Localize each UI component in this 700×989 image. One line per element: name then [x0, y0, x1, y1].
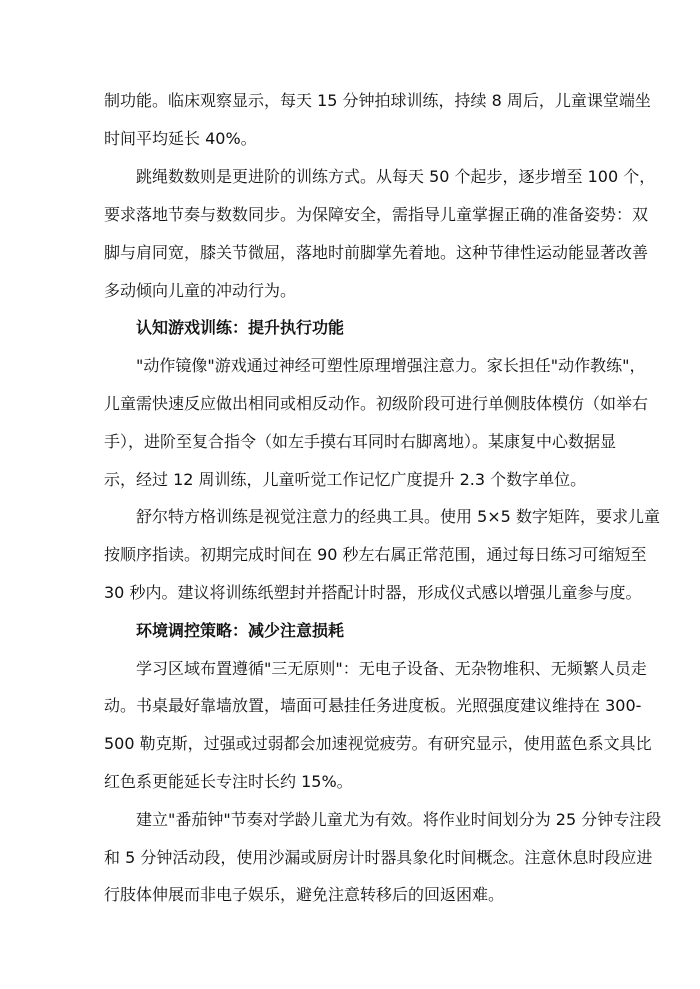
text-line: 学习区域布置遵循"三无原则"：无电子设备、无杂物堆积、无频繁人员走 — [136, 659, 647, 678]
text-line: 多动倾向儿童的冲动行为。 — [104, 281, 297, 300]
text-line: 示，经过 12 周训练，儿童听觉工作记忆广度提升 2.3 个数字单位。 — [104, 470, 587, 489]
text-line: 行肢体伸展而非电子娱乐，避免注意转移后的回返困难。 — [104, 885, 505, 904]
text-line: 30 秒内。建议将训练纸塑封并搭配计时器，形成仪式感以增强儿童参与度。 — [104, 583, 642, 602]
text-line: 红色系更能延长专注时长约 15%。 — [104, 772, 353, 791]
section-heading: 环境调控策略：减少注意损耗 — [136, 621, 345, 640]
text-line: 儿童需快速反应做出相同或相反动作。初级阶段可进行单侧肢体模仿（如举右 — [104, 394, 649, 413]
text-line: 要求落地节奏与数数同步。为保障安全，需指导儿童掌握正确的准备姿势：双 — [104, 205, 649, 224]
text-line: 脚与肩同宽，膝关节微屈，落地时前脚掌先着地。这种节律性运动能显著改善 — [104, 243, 649, 262]
text-line: 制功能。临床观察显示，每天 15 分钟拍球训练，持续 8 周后，儿童课堂端坐 — [104, 91, 651, 110]
text-line: 时间平均延长 40%。 — [104, 129, 257, 148]
text-line: 和 5 分钟活动段，使用沙漏或厨房计时器具象化时间概念。注意休息时段应进 — [104, 848, 653, 867]
text-line: 跳绳数数则是更进阶的训练方式。从每天 50 个起步，逐步增至 100 个， — [136, 167, 656, 186]
text-line: 舒尔特方格训练是视觉注意力的经典工具。使用 5×5 数字矩阵，要求儿童 — [136, 507, 660, 526]
text-line: 按顺序指读。初期完成时间在 90 秒左右属正常范围，通过每日练习可缩短至 — [104, 545, 647, 564]
text-line: "动作镜像"游戏通过神经可塑性原理增强注意力。家长担任"动作教练"， — [136, 356, 646, 375]
text-line: 动。书桌最好靠墙放置，墙面可悬挂任务进度板。光照强度建议维持在 300- — [104, 696, 642, 715]
text-line: 手），进阶至复合指令（如左手摸右耳同时右脚离地）。某康复中心数据显 — [104, 432, 617, 451]
section-heading: 认知游戏训练：提升执行功能 — [136, 318, 345, 337]
text-line: 500 勒克斯，过强或过弱都会加速视觉疲劳。有研究显示，使用蓝色系文具比 — [104, 734, 652, 753]
text-line: 建立"番茄钟"节奏对学龄儿童尤为有效。将作业时间划分为 25 分钟专注段 — [136, 810, 662, 829]
